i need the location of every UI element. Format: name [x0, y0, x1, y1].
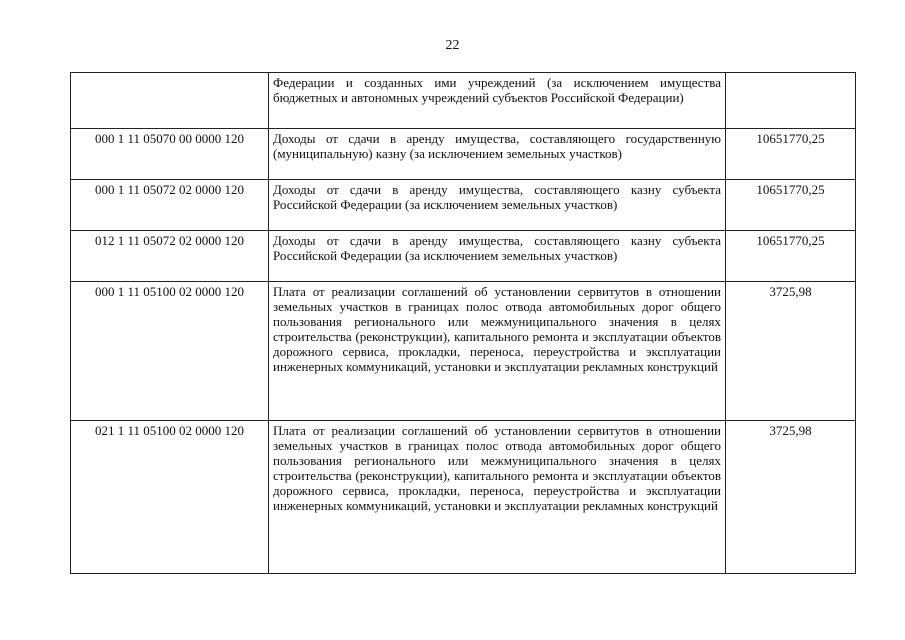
amount-cell: 10651770,25 [726, 129, 856, 180]
page-number: 22 [445, 38, 460, 53]
table-row [71, 421, 856, 574]
revenue-code-cell [71, 73, 269, 129]
revenue-code-cell: 021 1 11 05100 02 0000 120 [71, 421, 269, 574]
table-row [71, 180, 856, 231]
revenue-name-cell: Доходы от сдачи в аренду имущества, составляющего государственную (муниципальную) казну (за исключением земельных участков) [269, 129, 726, 180]
revenue-name-cell: Доходы от сдачи в аренду имущества, составляющего казну субъекта Российской Федерации (за исключением земельных участков) [269, 180, 726, 231]
table-row [71, 73, 856, 129]
revenue-name-cell: Доходы от сдачи в аренду имущества, составляющего казну субъекта Российской Федерации (за исключением земельных участков) [269, 231, 726, 282]
amount-cell: 10651770,25 [726, 180, 856, 231]
amount-cell: 3725,98 [726, 421, 856, 574]
table-row [71, 129, 856, 180]
revenue-code-cell: 000 1 11 05072 02 0000 120 [71, 180, 269, 231]
revenue-code-cell: 012 1 11 05072 02 0000 120 [71, 231, 269, 282]
revenue-code-cell: 000 1 11 05100 02 0000 120 [71, 282, 269, 421]
revenue-code-cell: 000 1 11 05070 00 0000 120 [71, 129, 269, 180]
amount-cell: 10651770,25 [726, 231, 856, 282]
table-row [71, 282, 856, 421]
revenue-name-cell: Плата от реализации соглашений об установлении сервитутов в отношении земельных участков в границах полос отвода автомобильных дорог общего пользования регионального или межмуниципального значения в целях строительства (реконструкции), капитального ремонта и эксплуатации объектов дорожного сервиса, прокладки, переноса, переустройства и эксплуатации инженерных коммуникаций, установки и эксплуатации рекламных конструкций [269, 421, 726, 574]
revenue-name-cell: Федерации и созданных ими учреждений (за исключением имущества бюджетных и автономных учреждений субъектов Российской Федерации) [269, 73, 726, 129]
amount-cell [726, 73, 856, 129]
amount-cell: 3725,98 [726, 282, 856, 421]
table-row [71, 231, 856, 282]
revenue-name-cell: Плата от реализации соглашений об установлении сервитутов в отношении земельных участков в границах полос отвода автомобильных дорог общего пользования регионального или межмуниципального значения в целях строительства (реконструкции), капитального ремонта и эксплуатации объектов дорожного сервиса, прокладки, переноса, переустройства и эксплуатации инженерных коммуникаций, установки и эксплуатации рекламных конструкций [269, 282, 726, 421]
revenue-table [70, 72, 856, 574]
